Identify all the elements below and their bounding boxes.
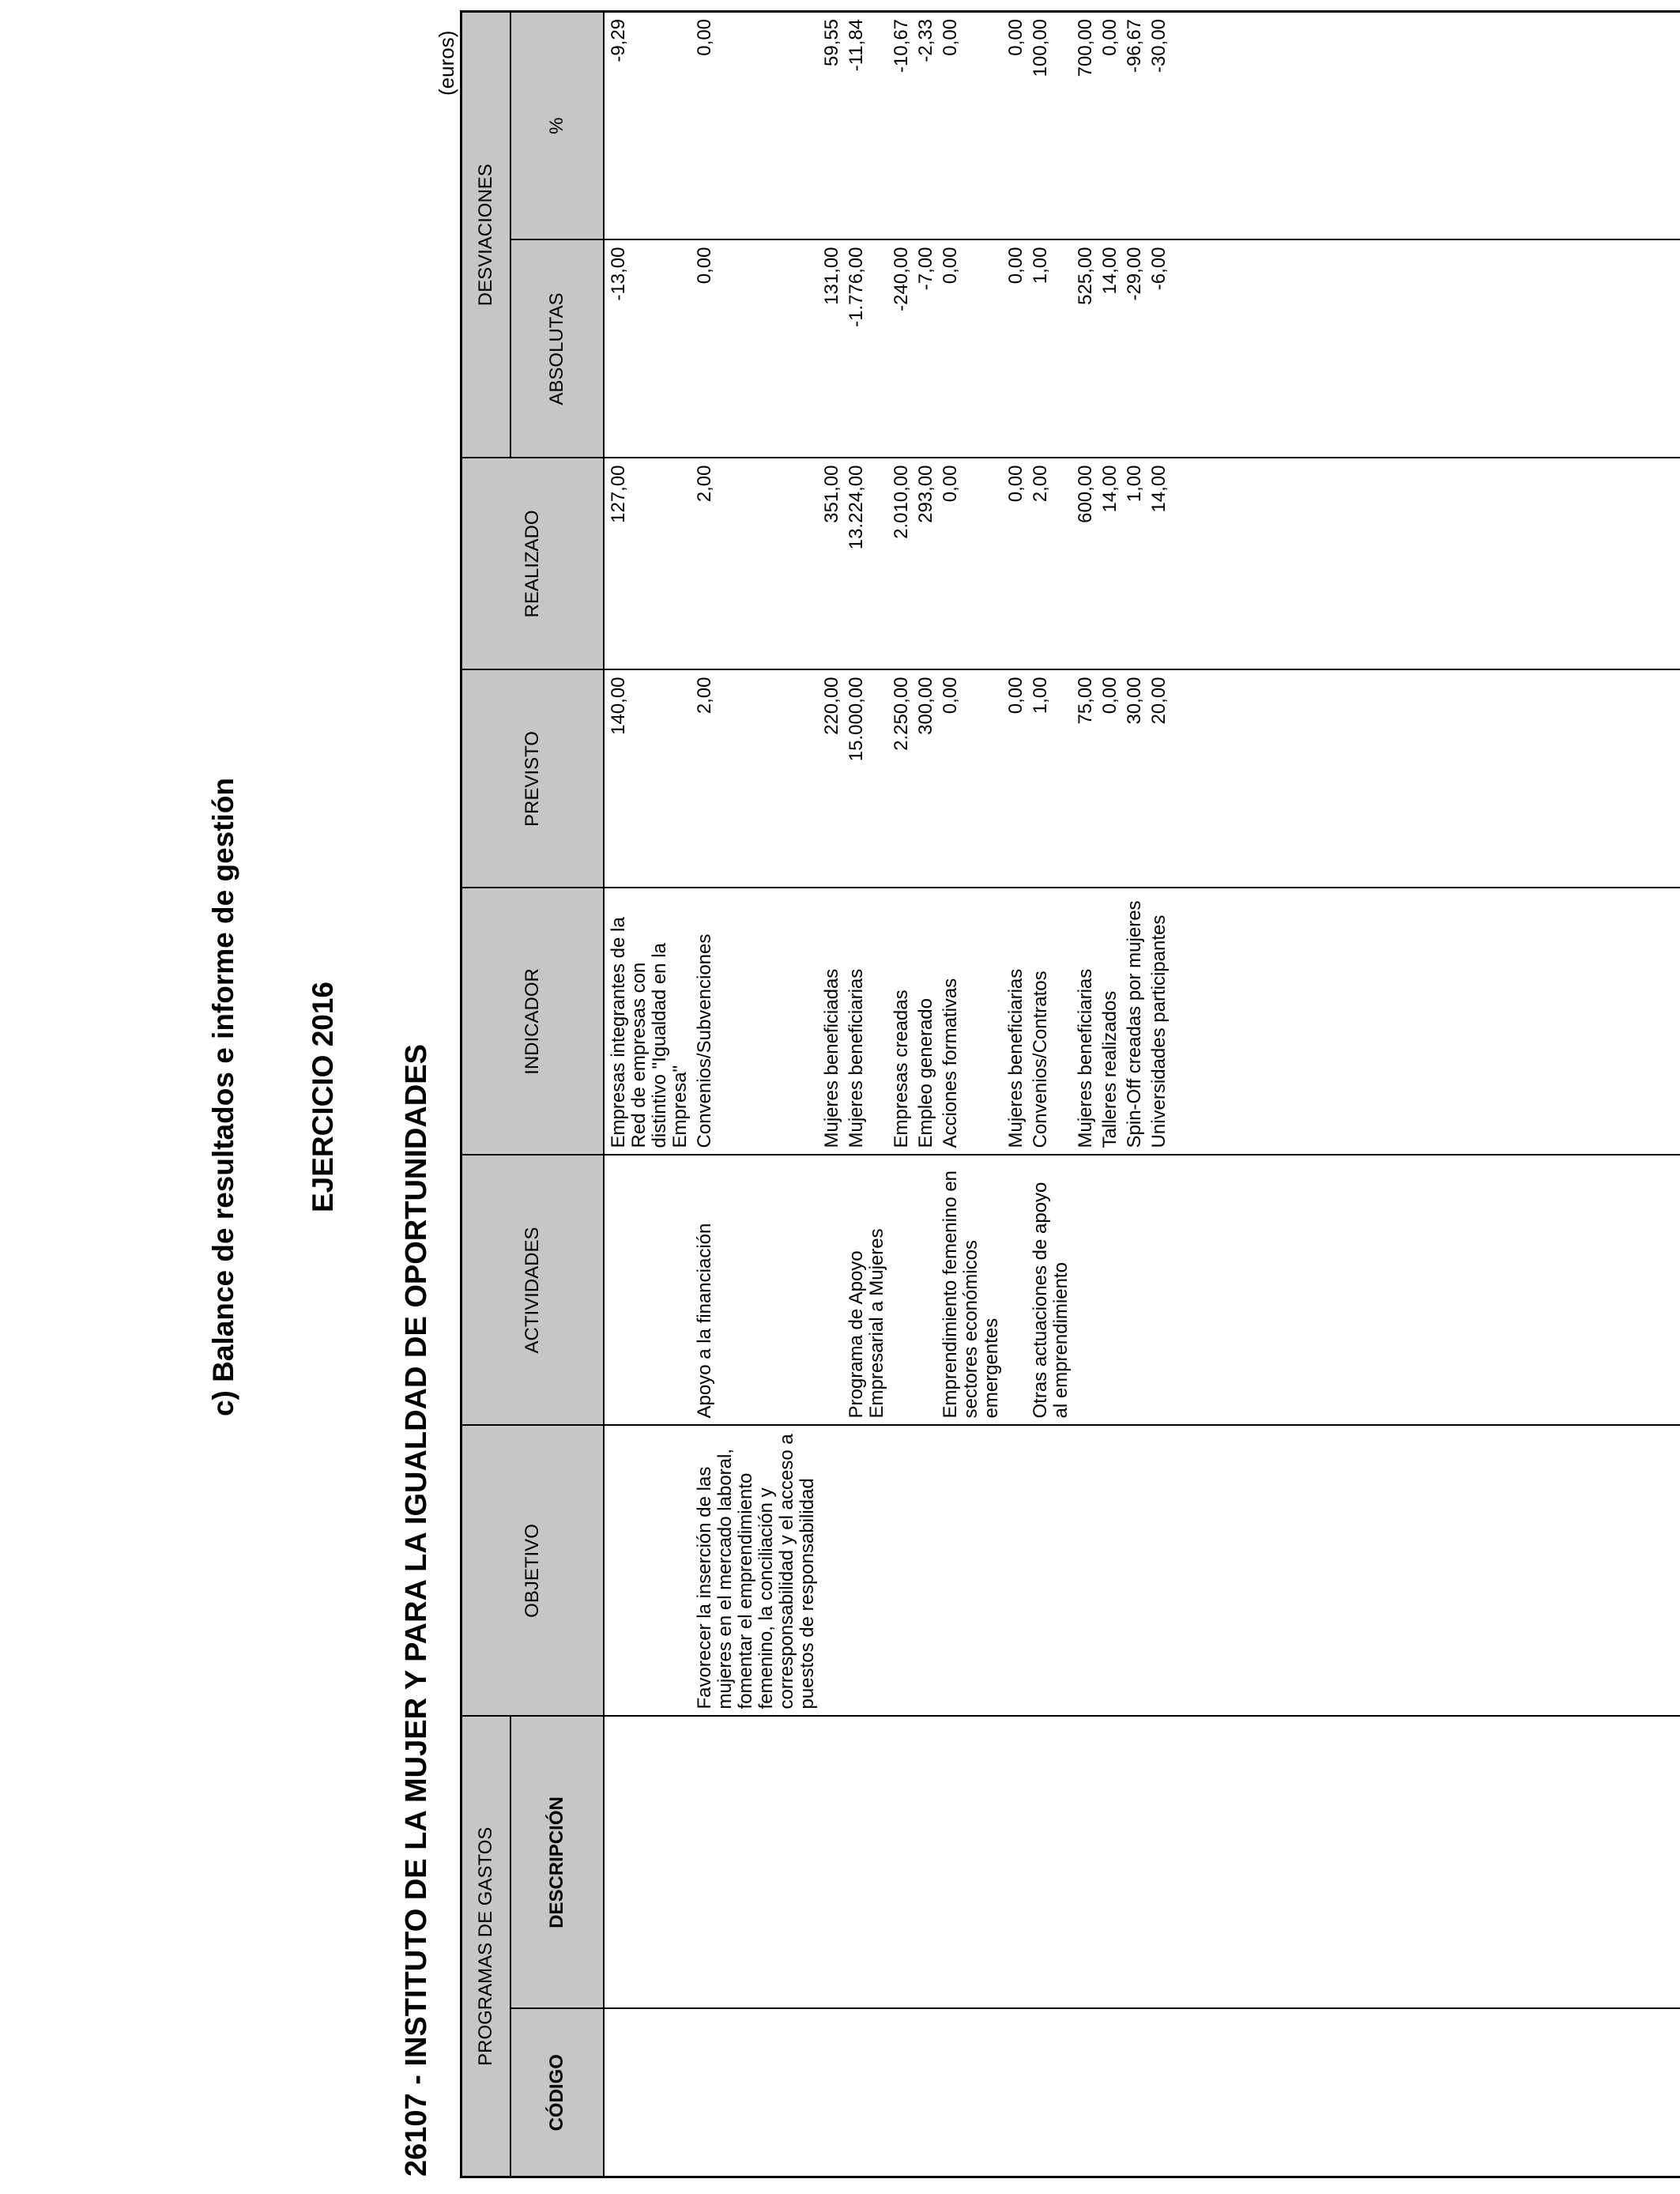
previsto-cell: 140,00	[604, 669, 691, 888]
descripcion-cell	[818, 1716, 842, 2008]
table-row	[818, 11, 842, 2177]
objetivo-cell	[842, 1425, 887, 1716]
descripcion-cell	[1072, 1716, 1096, 2008]
absolutas-cell: -240,00	[887, 239, 912, 458]
objetivo-cell: Favorecer la inserción de las mujeres en el mercado laboral, fomentar el emprendimiento femenino, la conciliación y corresponsabilidad y el acceso a puestos de responsabilidad	[691, 1425, 818, 1716]
previsto-cell: 0,00	[1096, 669, 1121, 888]
realizado-cell: 600,00	[1072, 458, 1096, 669]
previsto-cell: 0,00	[936, 669, 1002, 888]
table-row	[887, 11, 912, 2177]
descripcion-cell	[1026, 1716, 1072, 2008]
codigo-cell	[1121, 2009, 1145, 2177]
objetivo-cell	[887, 1425, 912, 1716]
indicador-cell: Talleres realizados	[1096, 888, 1121, 1155]
table-row	[842, 11, 887, 2177]
indicador-cell: Universidades participantes	[1145, 888, 1680, 1155]
absolutas-cell: 14,00	[1096, 239, 1121, 458]
previsto-cell: 20,00	[1145, 669, 1680, 888]
codigo-cell	[1002, 2009, 1026, 2177]
descripcion-cell	[912, 1716, 936, 2008]
objetivo-cell	[1002, 1425, 1026, 1716]
table-row	[1002, 11, 1026, 2177]
actividad-cell: Otras actuaciones de apoyo al emprendimiento	[1026, 1155, 1072, 1425]
pct-cell: 0,00	[691, 11, 818, 239]
pct-cell: 100,00	[1026, 11, 1072, 239]
indicador-cell: Mujeres beneficiarias	[1002, 888, 1026, 1155]
objetivo-cell	[1072, 1425, 1096, 1716]
codigo-cell	[691, 2009, 818, 2177]
realizado-cell: 293,00	[912, 458, 936, 669]
objetivo-cell	[1026, 1425, 1072, 1716]
header-actividades: ACTIVIDADES	[461, 1155, 605, 1425]
pct-cell: -9,29	[604, 11, 691, 239]
actividad-cell: Emprendimiento femenino en sectores económicos emergentes	[936, 1155, 1002, 1425]
indicador-cell: Empleo generado	[912, 888, 936, 1155]
codigo-cell	[1096, 2009, 1121, 2177]
previsto-cell: 0,00	[1002, 669, 1026, 888]
pct-cell: -2,33	[912, 11, 936, 239]
previsto-cell: 2.250,00	[887, 669, 912, 888]
codigo-cell	[842, 2009, 887, 2177]
pct-cell: 0,00	[1096, 11, 1121, 239]
absolutas-cell: -13,00	[604, 239, 691, 458]
codigo-cell	[912, 2009, 936, 2177]
header-objetivo: OBJETIVO	[461, 1425, 605, 1716]
objetivo-cell	[936, 1425, 1002, 1716]
realizado-cell: 2,00	[1026, 458, 1072, 669]
descripcion-cell	[691, 1716, 818, 2008]
header-programas-gastos: PROGRAMAS DE GASTOS	[461, 1716, 511, 2177]
realizado-cell: 2.010,00	[887, 458, 912, 669]
table-row	[1072, 11, 1096, 2177]
descripcion-cell	[936, 1716, 1002, 2008]
indicador-cell: Mujeres beneficiadas	[818, 888, 842, 1155]
table-row	[604, 11, 691, 2177]
absolutas-cell: -29,00	[1121, 239, 1145, 458]
indicador-cell: Convenios/Contratos	[1026, 888, 1072, 1155]
descripcion-cell	[1002, 1716, 1026, 2008]
codigo-cell	[1026, 2009, 1072, 2177]
header-realizado: REALIZADO	[461, 458, 605, 669]
previsto-cell: 30,00	[1121, 669, 1145, 888]
actividad-cell: Apoyo a la financiación	[691, 1155, 818, 1425]
units-label: (euros)	[435, 30, 458, 96]
pct-cell: -11,84	[842, 11, 887, 239]
header-desviaciones: DESVIACIONES	[461, 11, 511, 458]
header-indicador: INDICADOR	[461, 888, 605, 1155]
realizado-cell: 14,00	[1096, 458, 1121, 669]
codigo-cell	[1072, 2009, 1096, 2177]
actividad-cell	[1096, 1155, 1121, 1425]
indicador-cell: Mujeres beneficiarias	[842, 888, 887, 1155]
indicador-cell: Mujeres beneficiarias	[1072, 888, 1096, 1155]
table-row	[1121, 11, 1145, 2177]
header-descripcion: DESCRIPCIÓN	[510, 1716, 604, 2008]
indicador-cell: Empresas integrantes de la Red de empresas con distintivo "Igualdad en la Empresa"	[604, 888, 691, 1155]
section-title: c) Balance de resultados e informe de gestión	[207, 777, 239, 1417]
table-row	[1096, 11, 1121, 2177]
realizado-cell: 0,00	[1002, 458, 1026, 669]
objetivo-cell	[818, 1425, 842, 1716]
table-row	[1026, 11, 1072, 2177]
objetivo-cell	[1121, 1425, 1145, 1716]
actividad-cell	[912, 1155, 936, 1425]
pct-cell: 59,55	[818, 11, 842, 239]
realizado-cell: 2,00	[691, 458, 818, 669]
absolutas-cell: -1.776,00	[842, 239, 887, 458]
realizado-cell: 127,00	[604, 458, 691, 669]
objetivo-cell	[912, 1425, 936, 1716]
actividad-cell: Programa de Apoyo Empresarial a Mujeres	[842, 1155, 887, 1425]
realizado-cell: 1,00	[1121, 458, 1145, 669]
year-title: EJERCICIO 2016	[307, 981, 339, 1213]
codigo-cell	[604, 2009, 691, 2177]
objetivo-cell	[604, 1425, 691, 1716]
absolutas-cell: 1,00	[1026, 239, 1072, 458]
pct-cell: -10,67	[887, 11, 912, 239]
pct-cell: 0,00	[1002, 11, 1026, 239]
results-table	[460, 10, 1680, 2178]
absolutas-cell: -7,00	[912, 239, 936, 458]
actividad-cell	[1145, 1155, 1680, 1425]
absolutas-cell: 0,00	[936, 239, 1002, 458]
actividad-cell	[1002, 1155, 1026, 1425]
table-row	[691, 11, 818, 2177]
descripcion-cell	[1121, 1716, 1145, 2008]
actividad-cell	[604, 1155, 691, 1425]
previsto-cell: 1,00	[1026, 669, 1072, 888]
header-codigo: CÓDIGO	[510, 2009, 604, 2177]
table-row	[936, 11, 1002, 2177]
indicador-cell: Empresas creadas	[887, 888, 912, 1155]
codigo-cell	[887, 2009, 912, 2177]
descripcion-cell	[842, 1716, 887, 2008]
absolutas-cell: 525,00	[1072, 239, 1096, 458]
pct-cell: 0,00	[936, 11, 1002, 239]
header-pct: %	[510, 11, 604, 239]
previsto-cell: 300,00	[912, 669, 936, 888]
previsto-cell: 15.000,00	[842, 669, 887, 888]
actividad-cell	[1072, 1155, 1096, 1425]
descripcion-cell	[1096, 1716, 1121, 2008]
codigo-cell	[1145, 2009, 1680, 2177]
realizado-cell: 351,00	[818, 458, 842, 669]
codigo-cell	[818, 2009, 842, 2177]
actividad-cell	[818, 1155, 842, 1425]
indicador-cell: Spin-Off creadas por mujeres	[1121, 888, 1145, 1155]
actividad-cell	[1121, 1155, 1145, 1425]
pct-cell: -96,67	[1121, 11, 1145, 239]
objetivo-cell	[1096, 1425, 1121, 1716]
previsto-cell: 2,00	[691, 669, 818, 888]
absolutas-cell: -6,00	[1145, 239, 1680, 458]
pct-cell: 700,00	[1072, 11, 1096, 239]
previsto-cell: 220,00	[818, 669, 842, 888]
objetivo-cell	[1145, 1425, 1680, 1716]
header-previsto: PREVISTO	[461, 669, 605, 888]
indicador-cell: Convenios/Subvenciones	[691, 888, 818, 1155]
descripcion-cell	[604, 1716, 691, 2008]
realizado-cell: 0,00	[936, 458, 1002, 669]
table-row	[1145, 11, 1680, 2177]
header-absolutas: ABSOLUTAS	[510, 239, 604, 458]
absolutas-cell: 0,00	[691, 239, 818, 458]
descripcion-cell	[1145, 1716, 1680, 2008]
previsto-cell: 75,00	[1072, 669, 1096, 888]
actividad-cell	[887, 1155, 912, 1425]
realizado-cell: 13.224,00	[842, 458, 887, 669]
indicador-cell: Acciones formativas	[936, 888, 1002, 1155]
entity-title: 26107 - INSTITUTO DE LA MUJER Y PARA LA IGUALDAD DE OPORTUNIDADES	[400, 1044, 433, 2177]
pct-cell: -30,00	[1145, 11, 1680, 239]
absolutas-cell: 0,00	[1002, 239, 1026, 458]
descripcion-cell	[887, 1716, 912, 2008]
realizado-cell: 14,00	[1145, 458, 1680, 669]
absolutas-cell: 131,00	[818, 239, 842, 458]
codigo-cell	[936, 2009, 1002, 2177]
table-row	[912, 11, 936, 2177]
